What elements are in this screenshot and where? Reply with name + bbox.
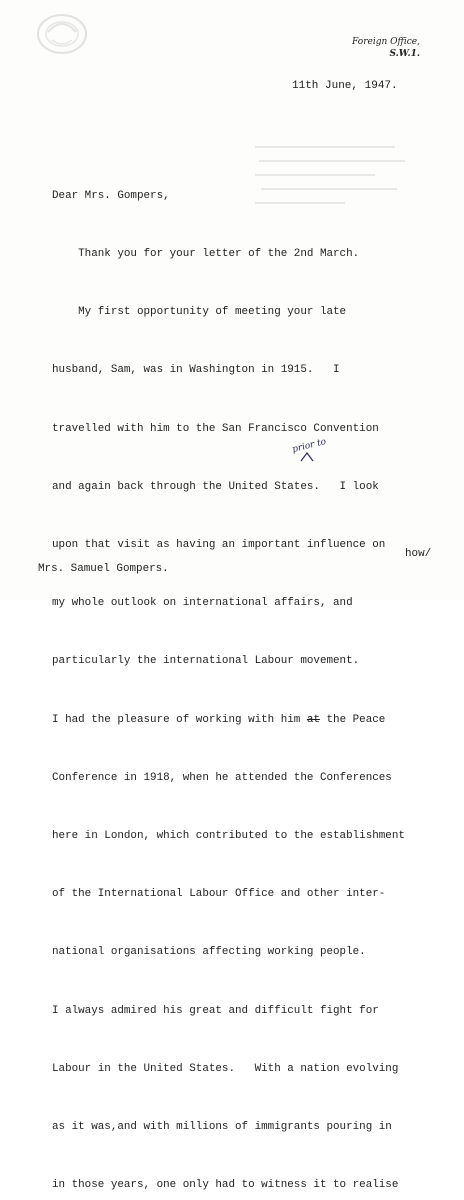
body-line: upon that visit as having an important influence on xyxy=(52,539,386,552)
body-line: in those years, one only had to witness it to realise xyxy=(52,1179,399,1192)
body-line: I always admired his great and difficult fight for xyxy=(52,1004,379,1017)
body-line-with-correction xyxy=(52,711,452,730)
page-continuation: how/ xyxy=(405,548,432,560)
body-line: Conference in 1918, when he attended the Conferences xyxy=(52,771,392,784)
body-line: Labour in the United States. With a nation evolving xyxy=(52,1062,399,1075)
letter-body xyxy=(52,148,452,1200)
body-line: as it was,and with millions of immigrants pouring in xyxy=(52,1121,392,1134)
body-line-part: the Peace xyxy=(319,713,386,726)
body-line: my whole outlook on international affairs, and xyxy=(52,597,353,610)
letterhead-address xyxy=(310,36,420,60)
embossed-crest-icon xyxy=(34,10,90,56)
letterhead-district: S.W.1. xyxy=(389,49,420,59)
body-line: particularly the international Labour movement. xyxy=(52,655,360,668)
body-line: of the International Labour Office and other inter- xyxy=(52,888,386,901)
salutation: Dear Mrs. Gompers, xyxy=(52,189,170,202)
body-line: Thank you for your letter of the 2nd March. xyxy=(52,248,360,261)
body-line: here in London, which contributed to the establishment xyxy=(52,830,405,843)
body-line: and again back through the United States. I look xyxy=(52,480,379,493)
body-line: national organisations affecting working people. xyxy=(52,946,366,959)
letter-date: 11th June, 1947. xyxy=(292,80,398,92)
insertion-caret-icon xyxy=(300,452,314,462)
letterhead-department: Foreign Office, xyxy=(352,37,420,47)
body-line: My first opportunity of meeting your late xyxy=(52,306,347,319)
body-line-part: I had the pleasure of working with him xyxy=(52,713,307,726)
handwritten-insertion: prior to xyxy=(291,436,328,456)
recipient-name: Mrs. Samuel Gompers. xyxy=(38,563,169,575)
body-line: travelled with him to the San Francisco Convention xyxy=(52,422,379,435)
struck-word: at xyxy=(306,713,320,726)
body-line: husband, Sam, was in Washington in 1915. I xyxy=(52,364,340,377)
